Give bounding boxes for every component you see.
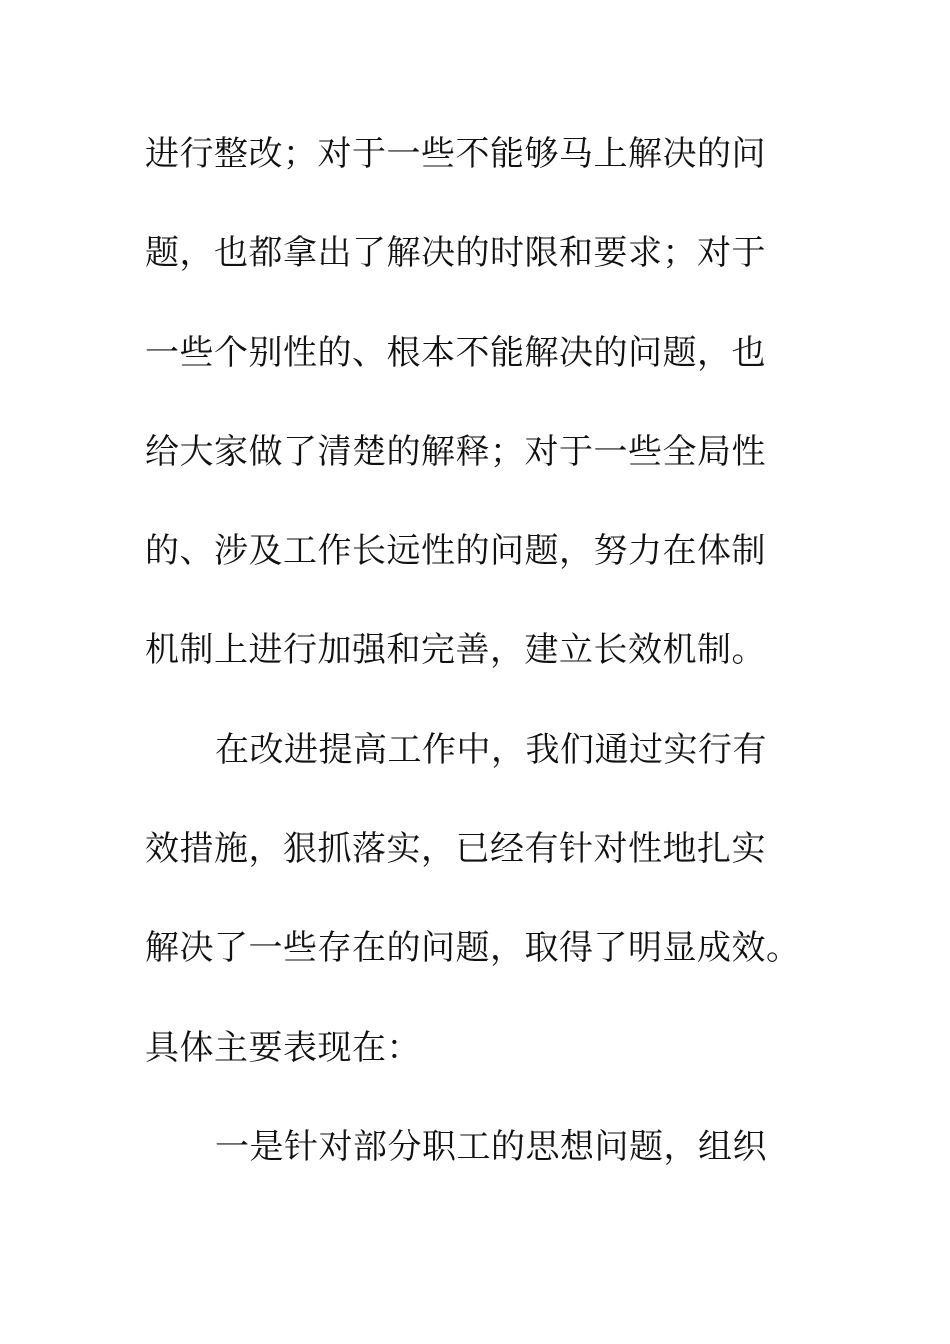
text-line-7: 在改进提高工作中，我们通过实行有 [215, 730, 767, 770]
text-line-8: 效措施，狠抓落实，已经有针对性地扎实 [145, 829, 766, 869]
text-line-6: 机制上进行加强和完善，建立长效机制。 [145, 630, 766, 670]
text-line-2: 题，也都拿出了解决的时限和要求；对于 [145, 233, 766, 273]
text-line-9: 解决了一些存在的问题，取得了明显成效。 [145, 928, 801, 968]
text-line-5: 的、涉及工作长远性的问题，努力在体制 [145, 531, 766, 571]
text-line-3: 一些个别性的、根本不能解决的问题，也 [145, 333, 766, 373]
text-line-11: 一是针对部分职工的思想问题，组织 [215, 1127, 767, 1167]
text-line-4: 给大家做了清楚的解释；对于一些全局性 [145, 432, 766, 472]
text-line-1: 进行整改；对于一些不能够马上解决的问 [145, 134, 766, 174]
text-line-10: 具体主要表现在： [145, 1028, 421, 1068]
